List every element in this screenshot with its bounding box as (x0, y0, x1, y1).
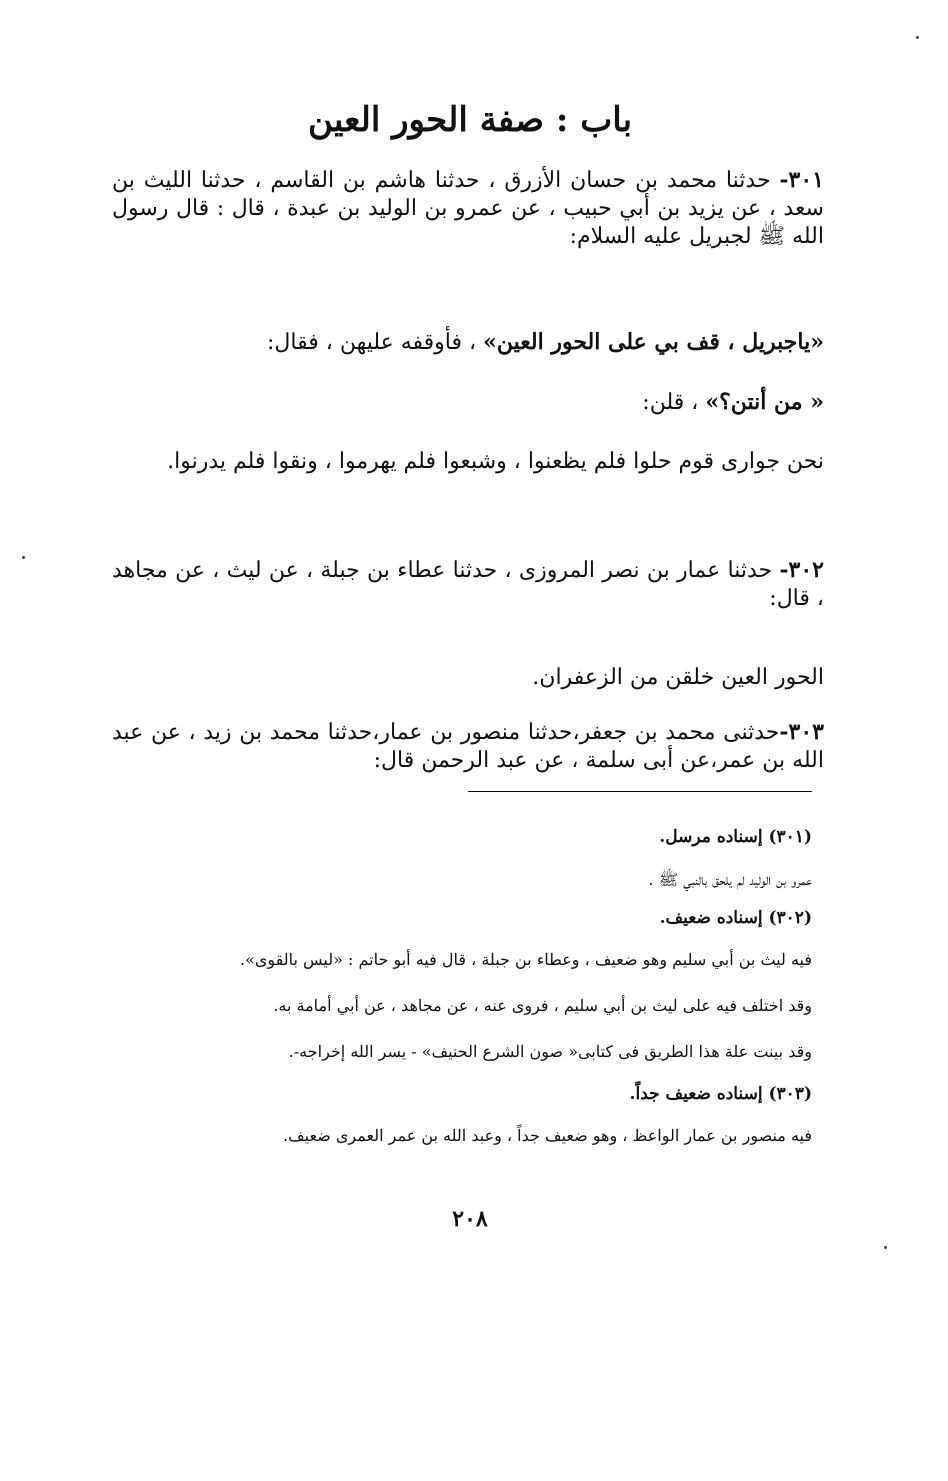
chapter-title: باب : صفة الحور العين (307, 100, 633, 140)
footnote-302-line2: وقد اختلف فيه على ليث بن أبي سليم ، فروى عنه ، عن مجاهد ، عن أبي أمامة به. (273, 996, 812, 1015)
scan-speck (884, 1246, 887, 1249)
footnote-303-text: فيه منصور بن عمار الواعظ ، وهو ضعيف جداً ، وعبد الله بن عمر العمرى ضعيف. (283, 1126, 812, 1145)
hadith-302-isnad-text: حدثنا عمار بن نصر المروزى ، حدثنا عطاء بن جبلة ، عن ليث ، عن مجاهد ، قال: (112, 558, 824, 611)
footnote-302-line3: وقد بينت علة هذا الطريق فى كتابى« صون الشرع الحنيف» - يسر الله إخراجه-. (288, 1042, 812, 1061)
hadith-303-number: ٣٠٣- (779, 719, 824, 745)
footnote-301-text: عمرو بن الوليد لم يلحق بالنبي ﷺ . (648, 870, 812, 889)
hadith-301-quote-bold: «ياجبريل ، قف بي على الحور العين» (483, 329, 824, 355)
hadith-301-question (112, 388, 824, 417)
hadith-301-number: ٣٠١- (779, 167, 824, 193)
hadith-301-question-rest: ، قلن: (642, 390, 706, 415)
hadith-302-isnad (112, 556, 824, 613)
hadith-301-isnad (112, 166, 824, 251)
footnote-302-head: (٣٠٢) إسناده ضعيف. (659, 908, 812, 928)
footnote-303-head: (٣٠٣) إسناده ضعيف جداً. (629, 1084, 812, 1104)
hadith-302-matn: الحور العين خلقن من الزعفران. (532, 665, 824, 690)
hadith-303-isnad-text: حدثنى محمد بن جعفر،حدثنا منصور بن عمار،حدثنا محمد بن زيد ، عن عبد الله بن عمر،عن أبى سلمة ، عن عبد الرحمن قال: (112, 720, 824, 773)
hadith-301-answer: نحن جوارى قوم حلوا فلم يظعنوا ، وشبعوا فلم يهرموا ، ونقوا فلم يدرنوا. (167, 449, 824, 474)
scan-speck (22, 556, 25, 559)
hadith-302-number: ٣٠٢- (779, 557, 824, 583)
scan-speck (916, 36, 919, 39)
hadith-301-quote (112, 328, 824, 357)
hadith-301-question-bold: « من أنتن؟» (705, 389, 824, 415)
footnote-separator (468, 791, 812, 792)
footnote-301-head: (٣٠١) إسناده مرسل. (659, 827, 812, 847)
footnote-302-line1: فيه ليث بن أبي سليم وهو ضعيف ، وعطاء بن جبلة ، قال فيه أبو حاتم : «ليس بالقوى». (239, 950, 812, 969)
hadith-301-quote-rest: ، فأوقفه عليهن ، فقال: (266, 330, 484, 355)
page-number: ٢٠٨ (452, 1206, 488, 1232)
hadith-301-isnad-text: حدثنا محمد بن حسان الأزرق ، حدثنا هاشم بن القاسم ، حدثنا الليث بن سعد ، عن يزيد بن أبي حبيب ، عن عمرو بن الوليد بن عبدة ، قال : قال رسول الله ﷺ لجبريل عليه السلام: (112, 168, 824, 249)
hadith-303-isnad (112, 718, 824, 775)
